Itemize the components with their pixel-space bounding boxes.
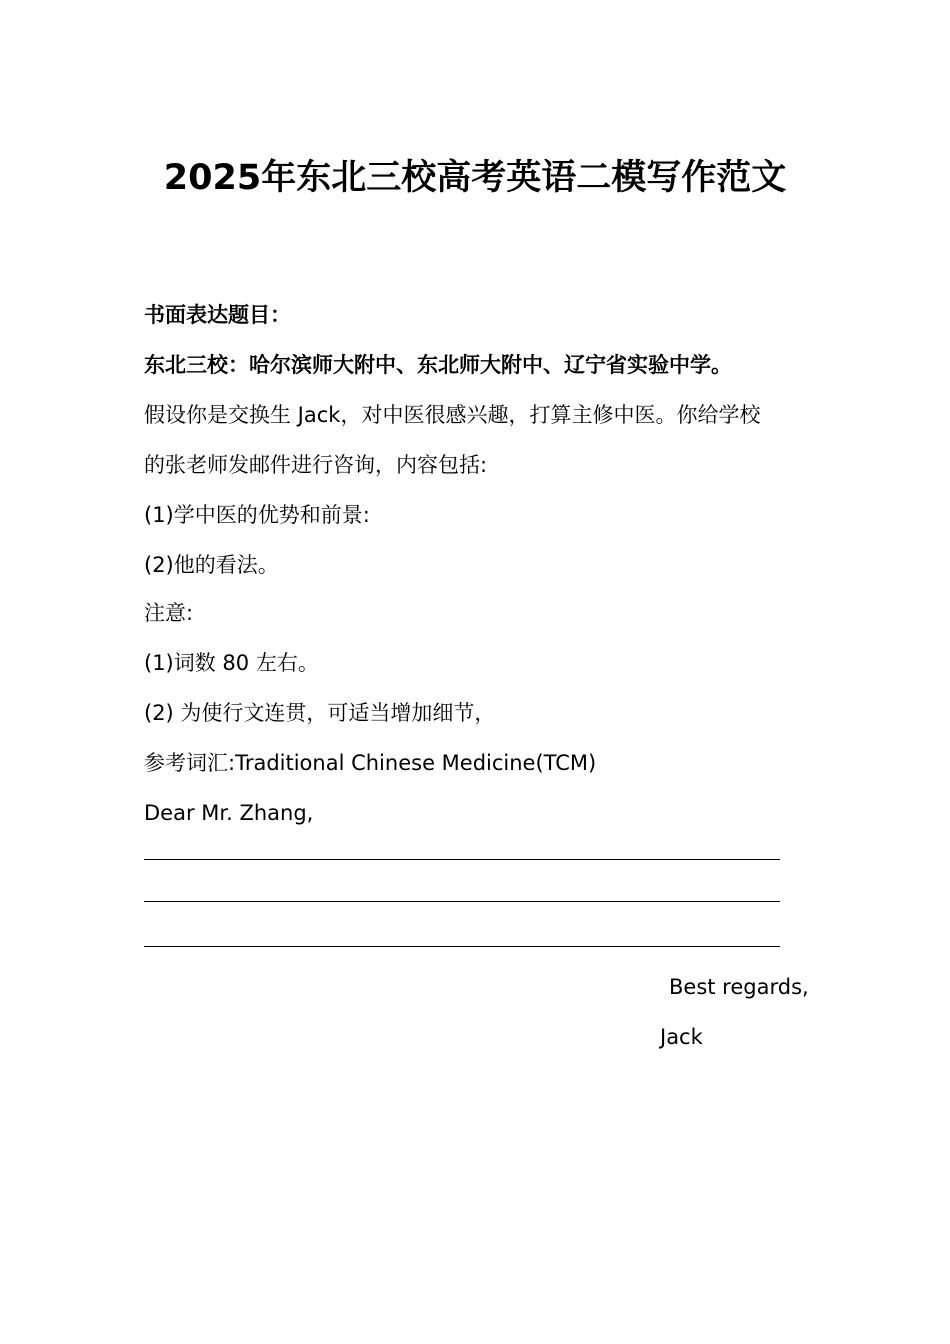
section-heading: 书面表达题目： <box>144 303 291 327</box>
prompt-line-1: 假设你是交换生 Jack，对中医很感兴趣，打算主修中医。你给学校 <box>144 403 761 427</box>
answer-line <box>144 946 780 947</box>
schools-note: 东北三校：哈尔滨师大附中、东北师大附中、辽宁省实验中学。 <box>144 353 732 377</box>
prompt-line-2: 的张老师发邮件进行咨询，内容包括: <box>144 453 488 477</box>
content-point-1: (1)学中医的优势和前景: <box>144 503 370 527</box>
notice-item-1: (1)词数 80 左右。 <box>144 651 319 675</box>
notice-item-2: (2) 为使行文连贯，可适当增加细节， <box>144 701 496 725</box>
vocab-reference: 参考词汇:Traditional Chinese Medicine(TCM) <box>144 751 597 775</box>
page-title: 2025年东北三校高考英语二模写作范文 <box>163 158 787 198</box>
answer-line <box>144 859 780 860</box>
notice-heading: 注意: <box>144 601 194 625</box>
letter-closing: Best regards, <box>669 975 809 999</box>
letter-signature: Jack <box>660 1025 703 1049</box>
answer-line <box>144 901 780 902</box>
content-point-2: (2)他的看法。 <box>144 553 279 577</box>
letter-salutation: Dear Mr. Zhang, <box>144 801 314 825</box>
